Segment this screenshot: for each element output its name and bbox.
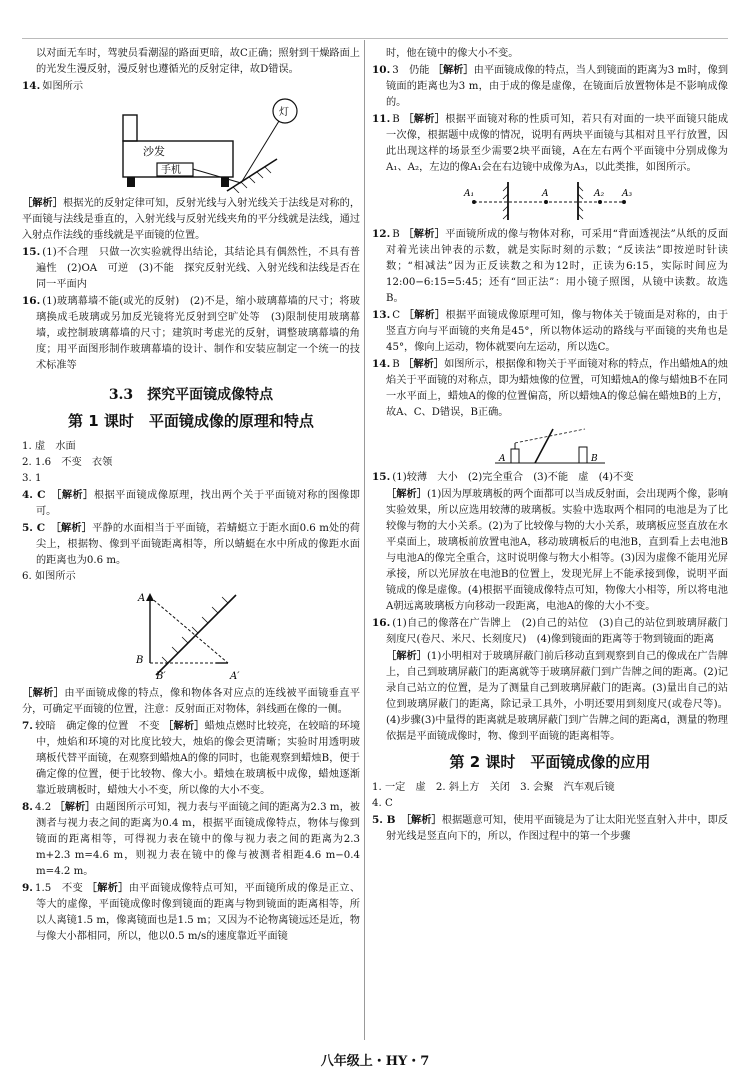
analysis-text: 根据光的反射定律可知，反射光线与入射光线关于法线是对称的，平面镜与法线是垂直的，入射光线与反射光线夹角的平分线就是法线，通过入射点作法线的垂线就是平面镜的位置。 [22, 198, 361, 241]
analysis-text: 根据平面镜成像原理，找出两个关于平面镜对称的图像即可。 [36, 490, 360, 517]
lamp-label: 灯 [279, 107, 289, 118]
question-number: 10. [372, 64, 391, 76]
answer-8 [22, 799, 360, 880]
answer-4 [22, 487, 360, 520]
question-number: 15. [22, 246, 41, 258]
answer-text: C [392, 310, 401, 321]
question-number: 5. C [22, 522, 46, 534]
mirror-line [227, 159, 277, 191]
analysis-tag: ［解析］ [86, 882, 129, 894]
question-number: 14. [22, 80, 41, 92]
label-B: B [591, 454, 598, 464]
candle-A [511, 449, 519, 463]
lesson-title: 第 2 课时 平面镜成像的应用 [449, 753, 651, 771]
answer-2: 2. 1.6 不变 衣领 [22, 457, 113, 468]
analysis-tag: ［解析］ [403, 113, 446, 125]
question-number: 11. [372, 113, 391, 125]
top-rule [22, 38, 728, 39]
reflected-ray [241, 121, 279, 183]
analysis-text: (1)因为厚玻璃板的两个面都可以当成反射面，会出现两个像，影响实验效果，所以应选用较薄的玻璃板。实验中选取两个相同的电池是为了比较像与物的大小关系。(2)为了比较像与物的大小关系，玻璃板应竖直放在水平桌面上，玻璃板前放置电池A，移动玻璃板后的电池B，直到看上去电池B与电池A的像完全重合，这时说明像与物大小相等。(3)因为虚像不能用光屏承接，所以光屏放在电池B的位置上，发现光屏上不能承接到像，说明平面镜成的像是虚像。(4)根据平面镜成像特点可知，物像大小相等，所以将电池A朝远离玻璃板方向移动一段距离，电池A的像的大小不变。 [386, 489, 728, 612]
connect-line [150, 597, 228, 663]
answer-16 [372, 615, 739, 648]
question-number: 12. [372, 228, 391, 240]
answer-12 [372, 226, 728, 307]
label-A: A [499, 454, 506, 464]
incident-ray [193, 169, 241, 183]
question-number: 5. B [372, 814, 396, 826]
column-divider [364, 40, 365, 1040]
analysis-text: 根据平面镜成像原理可知，像与物体关于镜面是对称的，由于竖直方向与平面镜的夹角是45°，所以物体运动的路线与平面镜的夹角也是45°，像向上运动，物体就要向左运动，所以选C。 [386, 310, 729, 353]
label-Ap: A′ [230, 671, 240, 682]
right-column [372, 46, 739, 845]
answer-1-3: 1. 一定 虚 2. 斜上方 关闭 3. 会聚 汽车观后镜 [372, 782, 615, 793]
answer-text: B [392, 114, 400, 125]
question-number: 16. [22, 295, 41, 307]
label-A: A [138, 593, 146, 604]
analysis-text: (1)小明相对于玻璃屏蔽门前后移动直到观察到自己的像成在广告牌上，自己到玻璃屏蔽门的距离就等于玻璃屏蔽门到广告牌之间的距离。(2)记录自己站立的位置，是为了测量自己到玻璃屏蔽门的距离。(3)量出自己的站位到玻璃屏蔽门的距离，除记录工具外，小明还要用到刻度尺(或卷尺等)。(4)步骤(3)中量得的距离就是玻璃屏蔽门到广告牌之间的距离d，测量的物理依据是平面镜成像时，物、像到平面镜的距离相等。 [386, 651, 728, 742]
answer-16 [22, 293, 360, 374]
analysis-text: 根据平面镜对称的性质可知，若只有对面的一块平面镜只能成一次像，根据题中成像的情况，说明有两块平面镜与其相对且平行放置，因此出现这样的场景至少需要2块平面镜，A在左右两个平面镜中分别成像为A₁、A₂，左边的像A₁会在右边镜中成像为A₃，以此类推，如图所示。 [386, 114, 729, 173]
paragraph: 以对面无车时，驾驶员看潮湿的路面更暗，故C正确；照射到干燥路面上的光发生漫反射，漫反射也遵循光的反射定律，故D错误。 [36, 48, 360, 75]
answer-1: 1. 虚 水面 [22, 441, 76, 452]
candle-B [579, 447, 587, 463]
question-number: 8. [22, 801, 33, 813]
glass-plate [535, 429, 553, 463]
answer-6: 6. 如图所示 [22, 571, 76, 582]
point-A3 [622, 200, 626, 204]
point-A [544, 200, 548, 204]
answer-15 [22, 244, 360, 293]
answer-5 [372, 812, 728, 845]
label-Bp: B′ [156, 671, 166, 682]
answer-text: 较暗 确定像的位置 不变 [34, 721, 160, 732]
answer-text: 如图所示 [42, 81, 84, 92]
answer-4: 4. C [372, 798, 393, 809]
answer-text: 3 仍能 [392, 65, 430, 76]
label-B: B [136, 655, 144, 666]
analysis-text: 由平面镜成像特点可知，平面镜所成的像是正立、等大的虚像，平面镜成像时像到镜面的距离与物到镜面的距离相等，所以人离镜1.5 m，像离镜面也是1.5 m；又因为不论物离镜远还是近，物与像大小都相同，所以，他以0.5 m/s的速度靠近平面镜 [36, 883, 361, 942]
analysis-text: 由平面镜成像的特点，当人到镜面的距离为3 m时，像到镜面的距离也为3 m，由于成的像是虚像，在镜面后放置物体是不影响成像的。 [386, 65, 729, 108]
sofa-leg [127, 177, 135, 187]
answer-14 [372, 356, 728, 421]
analysis-text: 平面镜所成的像与物体对称，可采用“背面透视法”从纸的反面对着光读出钟表的示数，就是实际时刻的示数；“反读法”即按逆时针读数；“相减法”因为正反读数之和为12时，正读为6:15，实际时间应为12:00−6:15=5:45；还有“回正法”：用小镜子照图，从镜中读数。故选B。 [386, 229, 729, 304]
answer-7 [22, 718, 360, 799]
analysis-6 [22, 685, 360, 718]
answer-text: (1)不合理 只做一次实验就得出结论，其结论具有偶然性，不具有普遍性 (2)OA 可逆 (3)不能 探究反射光线、入射光线和法线是否在同一平面内 [36, 247, 360, 290]
lesson-title: 第 1 课时 平面镜成像的原理和特点 [68, 412, 314, 430]
point-A2 [598, 200, 602, 204]
analysis-tag: ［解析］ [403, 358, 445, 370]
answer-text: 4.2 [34, 802, 52, 813]
answer-text: B [392, 229, 400, 240]
analysis-text: 平静的水面相当于平面镜，若蜻蜓立于距水面0.6 m处的荷尖上，根据物、像到平面镜距离相等，所以蜻蜓在水中所成的像距水面的距离也为0.6 m。 [36, 523, 360, 566]
analysis-text: 由题图所示可知，视力表与平面镜之间的距离为2.3 m，被测者与视力表之间的距离为0.4 m，根据平面镜成像特点，物体与像到镜面的距离相等，可得视力表在镜中的像与视力表之间的距离为2.3 m+2.3 m=4.6 m，则视力表在镜中的像与被测者相距4.6 m−0.4 m=4.2 m。 [36, 802, 360, 877]
phone-label: 手机 [161, 165, 181, 176]
answer-11 [372, 111, 728, 176]
answer-text: 1.5 不变 [34, 883, 84, 894]
analysis-tag: ［解析］ [403, 309, 446, 321]
sight-line [515, 429, 585, 443]
analysis-tag: ［解析］ [386, 650, 427, 662]
analysis-15 [372, 486, 728, 615]
analysis-16 [372, 648, 728, 745]
answer-10 [372, 62, 728, 111]
left-column [22, 46, 360, 945]
sofa-label: 沙发 [143, 145, 165, 158]
analysis-14 [22, 195, 360, 244]
answer-text: (1)较薄 大小 (2)完全重合 (3)不能 虚 (4)不变 [392, 472, 634, 483]
answer-text: (1)玻璃幕墙不能(或光的反射) (2)不是，缩小玻璃幕墙的尺寸；将玻璃换成毛玻璃或另加反光镜将光反射到空旷处等 (3)限制使用玻璃幕墙，或控制玻璃幕墙的尺寸；建筑时考虑光的反射，调整玻璃幕墙的角度；用平面图形制作玻璃幕墙的设计、制作和安装应制定一个统一的技术标准等 [36, 296, 360, 371]
mirror-hatch-icon [233, 167, 271, 193]
page-footer: 八年级上・HY・7 [320, 1054, 430, 1069]
figure-14-sofa-lamp [81, 97, 301, 193]
point-A1 [472, 200, 476, 204]
question-number: 16. [372, 617, 391, 629]
label-A2: A₂ [594, 189, 605, 199]
analysis-text: 根据题意可知，使用平面镜是为了让太阳光竖直射入井中，即反射光线是竖直向下的，所以，作图过程中的第一个步骤 [386, 815, 728, 842]
analysis-tag: ［解析］ [163, 720, 205, 732]
analysis-tag: ［解析］ [50, 522, 93, 534]
question-number: 7. [22, 720, 33, 732]
answer-14 [22, 78, 360, 95]
analysis-tag: ［解析］ [400, 814, 442, 826]
label-A: A [542, 189, 549, 199]
analysis-tag: ［解析］ [386, 488, 427, 500]
answer-13 [372, 307, 728, 356]
answer-15 [372, 469, 728, 486]
question-number: 13. [372, 309, 391, 321]
analysis-text: 蜡烛点燃时比较亮，在较暗的环境中，烛焰和环境的对比度比较大，烛焰的像会更清晰；实验时用透明玻璃板代替平面镜，在观察到蜡烛A的像的同时，也能观察到蜡烛B，便于确定像的位置，便于比较物、像大小。蜡烛在玻璃板中成像，蜡烛逐渐靠近玻璃板时，蜡烛大小不变，所以像的大小不变。 [36, 721, 361, 796]
answer-3: 3. 1 [22, 473, 42, 484]
label-A3: A₃ [622, 189, 633, 199]
answer-text: B [392, 359, 400, 370]
question-number: 15. [372, 471, 391, 483]
question-number: 14. [372, 358, 391, 370]
label-A1: A₁ [464, 189, 475, 199]
figure-11-two-mirrors [460, 178, 640, 224]
analysis-tag: ［解析］ [51, 489, 94, 501]
analysis-tag: ［解析］ [22, 687, 65, 699]
figure-6-mirror-image [132, 587, 272, 683]
paragraph: 时，他在镜中的像大小不变。 [386, 48, 519, 59]
answer-text: (1)自己的像落在广告牌上 (2)自己的站位 (3)自己的站位到玻璃屏蔽门 刻度尺(卷尺、米尺、长刻度尺) (4)像到镜面的距离等于物到镜面的距离 [386, 618, 739, 645]
answer-5 [22, 520, 360, 569]
analysis-tag: ［解析］ [54, 801, 96, 813]
mirror-hatch-icon [162, 597, 228, 663]
analysis-tag: ［解析］ [403, 228, 446, 240]
analysis-text: 由平面镜成像的特点，像和物体各对应点的连线被平面镜垂直平分，可确定平面镜的位置，注意：反射面正对物体，斜线画在像的一侧。 [22, 688, 361, 715]
answer-9 [22, 880, 360, 945]
analysis-tag: ［解析］ [22, 197, 63, 209]
question-number: 9. [22, 882, 33, 894]
sofa-back [123, 115, 137, 141]
section-title: 3.3 探究平面镜成像特点 [108, 387, 274, 403]
analysis-tag: ［解析］ [432, 64, 474, 76]
question-number: 4. C [22, 489, 46, 501]
analysis-text: 如图所示，根据像和物关于平面镜对称的特点，作出蜡烛A的烛焰关于平面镜的对称点，即为蜡烛像的位置，可知蜡烛A的像与蜡烛B不在同一水平面上，蜡烛A的像的位置偏高，所以蜡烛A的像总偏在蜡烛B的上方，故A、C、D错误，B正确。 [386, 359, 728, 418]
figure-14-candles [495, 423, 605, 467]
